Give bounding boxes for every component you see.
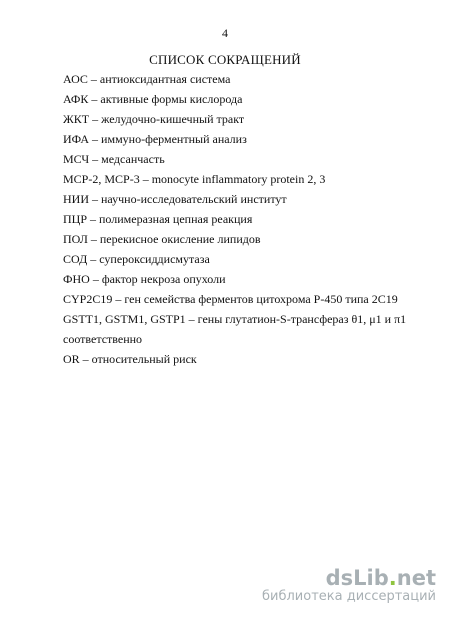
list-item: МСЧ – медсанчасть [63, 152, 165, 166]
list-item: ПОЛ – перекисное окисление липидов [63, 232, 261, 246]
list-item: ЖКТ – желудочно-кишечный тракт [63, 112, 245, 126]
list-item: ФНО – фактор некроза опухоли [63, 272, 226, 286]
list-item-continuation: соответственно [63, 332, 143, 346]
list-item: ИФА – иммуно-ферментный анализ [63, 132, 247, 146]
page-number: 4 [222, 26, 228, 40]
list-item: СОД – супероксиддисмутаза [63, 252, 210, 266]
list-item: АФК – активные формы кислорода [63, 92, 243, 106]
watermark-logo-prefix: dsLib [325, 566, 389, 590]
list-item: MCP-2, MCP-3 – monocyte inflammatory protein 2, 3 [63, 172, 326, 186]
list-item: CYP2C19 – ген семейства ферментов цитохрома Р-450 типа 2С19 [63, 292, 398, 306]
watermark [262, 567, 436, 605]
watermark-logo [262, 567, 436, 589]
list-item: АОС – антиоксидантная система [63, 72, 231, 86]
watermark-subtitle: библиотека диссертаций [262, 589, 436, 604]
watermark-logo-dot: . [388, 566, 397, 590]
abbreviation-list [63, 72, 433, 372]
list-item: OR – относительный риск [63, 352, 197, 366]
list-item: GSTT1, GSTM1, GSTP1 – гены глутатион-S-трансфераз θ1, μ1 и π1 [63, 312, 407, 326]
watermark-logo-suffix: net [396, 566, 436, 590]
page-title: СПИСОК СОКРАЩЕНИЙ [149, 52, 301, 67]
list-item: НИИ – научно-исследовательский институт [63, 192, 287, 206]
list-item: ПЦР – полимеразная цепная реакция [63, 212, 253, 226]
